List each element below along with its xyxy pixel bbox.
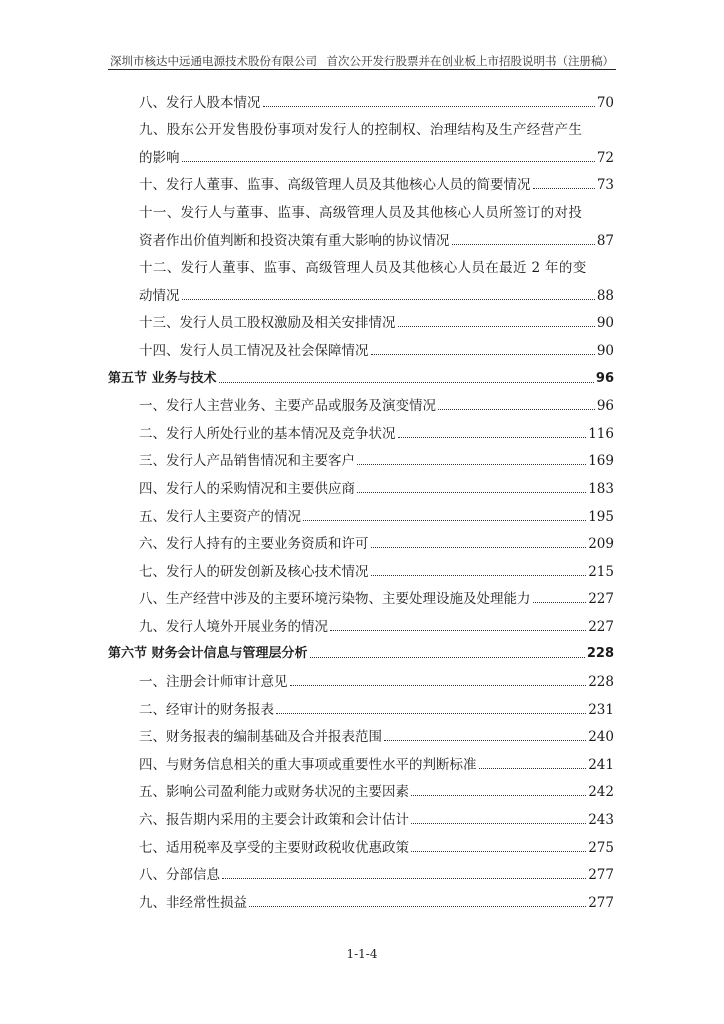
toc-entry-page: 231 xyxy=(588,701,614,718)
toc-entry-page: 209 xyxy=(588,536,614,553)
toc-entry[interactable] xyxy=(108,222,614,250)
dot-leader xyxy=(398,326,595,327)
toc-entry-page: 227 xyxy=(588,591,614,608)
toc-entry-page: 90 xyxy=(596,342,614,359)
toc-entry-page: 70 xyxy=(596,94,614,111)
toc-entry[interactable] xyxy=(108,388,614,416)
dot-leader xyxy=(411,823,586,824)
toc-entry-page: 90 xyxy=(596,315,614,332)
toc-entry-page: 96 xyxy=(596,398,614,415)
toc-entry[interactable] xyxy=(108,553,614,581)
toc-entry[interactable] xyxy=(108,663,614,691)
dot-leader xyxy=(249,906,586,907)
dot-leader xyxy=(371,575,587,576)
dot-leader xyxy=(310,657,585,658)
header-company-name: 深圳市核达中远通电源技术股份有限公司 xyxy=(110,54,317,68)
header-document-title: 首次公开发行股票并在创业板上市招股说明书（注册稿） xyxy=(326,54,614,68)
toc-entry-title: 一、发行人主营业务、主要产品或服务及演变情况 xyxy=(139,398,436,415)
toc-entry[interactable] xyxy=(108,608,614,636)
toc-entry-title: 七、适用税率及享受的主要财政税收优惠政策 xyxy=(139,839,409,856)
dot-leader xyxy=(398,437,587,438)
toc-entry-title: 一、注册会计师审计意见 xyxy=(139,674,288,691)
toc-entry-title: 五、影响公司盈利能力或财务状况的主要因素 xyxy=(139,784,409,801)
page-number: 1-1-4 xyxy=(346,947,378,961)
toc-entry-page: 277 xyxy=(588,894,614,911)
dot-leader xyxy=(276,713,586,714)
toc-entry-page: 72 xyxy=(596,149,614,166)
toc-entry[interactable] xyxy=(108,526,614,554)
toc-entry-title: 十、发行人董事、监事、高级管理人员及其他核心人员的简要情况 xyxy=(139,177,531,194)
toc-entry-page: 116 xyxy=(588,425,614,442)
toc-entry[interactable] xyxy=(108,250,614,278)
toc-entry[interactable] xyxy=(108,719,614,747)
toc-entry-title: 九、发行人境外开展业务的情况 xyxy=(139,618,328,635)
toc-entry-title: 十一、发行人与董事、监事、高级管理人员及其他核心人员所签订的对投 xyxy=(139,204,583,221)
header-divider xyxy=(108,69,616,70)
dot-leader xyxy=(290,685,587,686)
toc-entry-page: 215 xyxy=(588,563,614,580)
toc-entry[interactable] xyxy=(108,857,614,885)
toc-entry-title: 第五节 业务与技术 xyxy=(108,370,217,386)
toc-entry-title: 三、财务报表的编制基础及合并报表范围 xyxy=(139,729,382,746)
toc-entry[interactable] xyxy=(108,139,614,167)
toc-entry[interactable] xyxy=(108,84,614,112)
toc-entry-title: 四、发行人的采购情况和主要供应商 xyxy=(139,480,355,497)
table-of-contents xyxy=(108,84,614,912)
dot-leader xyxy=(182,161,595,162)
page-header xyxy=(108,50,616,70)
toc-entry[interactable] xyxy=(108,884,614,912)
toc-entry-page: 275 xyxy=(588,839,614,856)
dot-leader xyxy=(371,354,595,355)
toc-entry[interactable] xyxy=(108,801,614,829)
toc-entry-title: 九、非经常性损益 xyxy=(139,894,247,911)
toc-entry-page: 195 xyxy=(588,508,614,525)
toc-entry[interactable] xyxy=(108,332,614,360)
toc-entry-title: 第六节 财务会计信息与管理层分析 xyxy=(108,646,308,662)
toc-entry[interactable] xyxy=(108,581,614,609)
dot-leader xyxy=(411,851,586,852)
toc-entry-title: 八、分部信息 xyxy=(139,867,220,884)
dot-leader xyxy=(263,106,595,107)
toc-entry-title: 八、发行人股本情况 xyxy=(139,94,261,111)
dot-leader xyxy=(479,768,587,769)
toc-entry-page: 243 xyxy=(588,812,614,829)
toc-entry-page: 240 xyxy=(588,729,614,746)
toc-entry-page: 87 xyxy=(596,232,614,249)
dot-leader xyxy=(438,409,595,410)
toc-entry[interactable] xyxy=(108,277,614,305)
dot-leader xyxy=(533,188,595,189)
toc-entry-page: 227 xyxy=(588,618,614,635)
toc-entry-title: 四、与财务信息相关的重大事项或重要性水平的判断标准 xyxy=(139,756,477,773)
toc-entry[interactable] xyxy=(108,112,614,140)
toc-entry-title: 二、经审计的财务报表 xyxy=(139,701,274,718)
toc-entry-title: 八、生产经营中涉及的主要环境污染物、主要处理设施及处理能力 xyxy=(139,591,531,608)
dot-leader xyxy=(533,602,587,603)
toc-entry[interactable] xyxy=(108,305,614,333)
toc-entry-page: 242 xyxy=(588,784,614,801)
dot-leader xyxy=(357,492,586,493)
toc-entry[interactable] xyxy=(108,443,614,471)
toc-entry-title: 五、发行人主要资产的情况 xyxy=(139,508,301,525)
toc-entry-title: 的影响 xyxy=(139,149,180,166)
dot-leader xyxy=(182,299,595,300)
toc-entry[interactable] xyxy=(108,774,614,802)
toc-section-entry[interactable] xyxy=(108,360,614,388)
toc-entry-title: 资者作出价值判断和投资决策有重大影响的协议情况 xyxy=(139,232,450,249)
dot-leader xyxy=(222,878,586,879)
toc-entry-title: 动情况 xyxy=(139,287,180,304)
toc-entry-title: 十二、发行人董事、监事、高级管理人员及其他核心人员在最近 2 年的变 xyxy=(139,260,587,277)
dot-leader xyxy=(219,382,594,383)
toc-entry-title: 六、报告期内采用的主要会计政策和会计估计 xyxy=(139,812,409,829)
dot-leader xyxy=(303,520,586,521)
toc-entry-page: 228 xyxy=(586,646,614,662)
toc-entry[interactable] xyxy=(108,746,614,774)
toc-entry[interactable] xyxy=(108,498,614,526)
toc-entry[interactable] xyxy=(108,829,614,857)
toc-entry-page: 169 xyxy=(588,453,614,470)
toc-entry-title: 九、股东公开发售股份事项对发行人的控制权、治理结构及生产经营产生 xyxy=(139,122,583,139)
toc-entry-page: 183 xyxy=(588,480,614,497)
dot-leader xyxy=(371,547,587,548)
toc-entry-title: 二、发行人所处行业的基本情况及竞争状况 xyxy=(139,425,396,442)
toc-entry-title: 三、发行人产品销售情况和主要客户 xyxy=(139,453,355,470)
dot-leader xyxy=(411,795,586,796)
toc-entry[interactable] xyxy=(108,470,614,498)
toc-entry-title: 十四、发行人员工情况及社会保障情况 xyxy=(139,342,369,359)
toc-entry-page: 277 xyxy=(588,867,614,884)
dot-leader xyxy=(452,244,595,245)
toc-entry-title: 十三、发行人员工股权激励及相关安排情况 xyxy=(139,315,396,332)
toc-entry-page: 228 xyxy=(588,674,614,691)
toc-entry[interactable] xyxy=(108,194,614,222)
toc-entry[interactable] xyxy=(108,415,614,443)
toc-entry-page: 96 xyxy=(595,370,614,386)
toc-entry-page: 241 xyxy=(588,756,614,773)
toc-entry-title: 六、发行人持有的主要业务资质和许可 xyxy=(139,536,369,553)
dot-leader xyxy=(330,630,586,631)
toc-entry-title: 七、发行人的研发创新及核心技术情况 xyxy=(139,563,369,580)
toc-section-entry[interactable] xyxy=(108,636,614,664)
dot-leader xyxy=(384,740,586,741)
toc-entry[interactable] xyxy=(108,167,614,195)
toc-entry-page: 88 xyxy=(596,287,614,304)
dot-leader xyxy=(357,464,586,465)
toc-entry[interactable] xyxy=(108,691,614,719)
toc-entry-page: 73 xyxy=(596,177,614,194)
